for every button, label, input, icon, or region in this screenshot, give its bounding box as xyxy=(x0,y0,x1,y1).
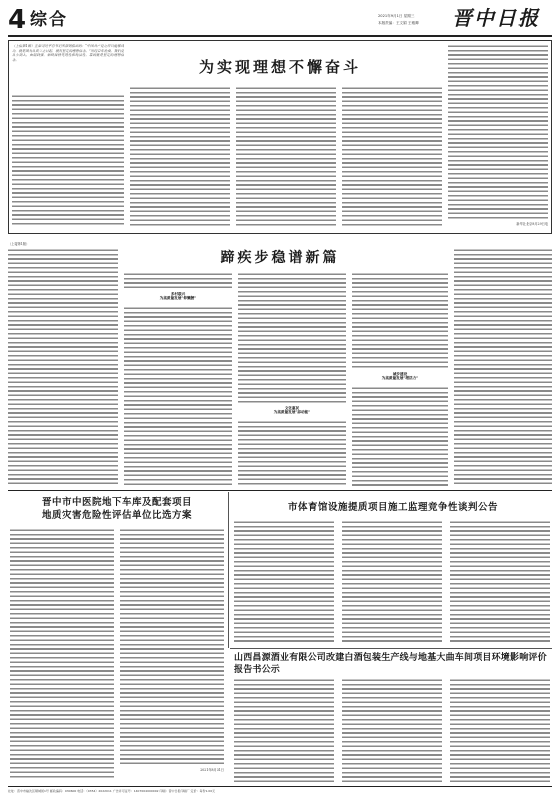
editorial-title: 为实现理想不懈奋斗 xyxy=(198,58,361,76)
editorial-col-5 xyxy=(448,44,548,220)
notices-divider xyxy=(228,492,229,648)
notice-1-col-b xyxy=(120,528,224,764)
feature-col-5 xyxy=(454,248,552,486)
editorial-intro: （上接第1版）正如习近平总书记所深刻指出的：“中国共产党之所以能够成功，就是因为从成立之日起，就有坚定的理想信念。”历经百年沧桑，我们党从小到大、由弱到强，始终保持先进性和纯洁性，靠的就是坚定的理想信念。 xyxy=(12,44,124,62)
feature-col-1 xyxy=(8,248,118,486)
notice-1-col-a xyxy=(10,528,114,780)
footer-address: 社址：晋中市榆次区顺城街1号 邮政编码：030600 电话：（0354）2022011 广告许可证号：1407004000002 印刷：晋中日报印刷厂 定价：每份1.00元 xyxy=(8,789,216,793)
feature-subhead-3: 城乡建设 为高质量发展“增活力” xyxy=(381,372,419,381)
notice-2-col-b xyxy=(342,520,442,644)
notice-3-col-b xyxy=(342,678,442,782)
editorial-byline: 新华社北京8月29日电 xyxy=(516,222,548,226)
feature-subhead-1: 多村联兴 为高质量发展“伸懒腰” xyxy=(159,292,197,301)
date-issue: 2021年9月1日 星期三 xyxy=(378,14,415,18)
feature-col-2a xyxy=(124,272,232,290)
notice-1-date: 2021年8月31日 xyxy=(200,768,224,772)
editorial-col-4 xyxy=(342,86,442,226)
notice-2-col-a xyxy=(234,520,334,644)
feature-col-3a xyxy=(238,272,346,404)
notice-2-col-c xyxy=(450,520,550,644)
feature-col-4b xyxy=(352,386,448,486)
notice-3-col-a xyxy=(234,678,334,782)
notice-1-title: 晋中市中医院地下车库及配套项目 地质灾害危险性评估单位比选方案 xyxy=(41,497,192,521)
editorial-col-1 xyxy=(12,94,124,226)
masthead-logo: 晋中日报 xyxy=(452,6,540,30)
notice-2-title: 市体育馆设施提质项目施工监理竞争性谈判公告 xyxy=(287,502,498,513)
editorial-col-3 xyxy=(236,86,336,226)
notice-3-title: 山西昌源酒业有限公司改建白酒包装生产线与地基大曲车间项目环境影响评价报告书公示 xyxy=(234,653,547,675)
feature-col-4a xyxy=(352,272,448,370)
section-name: 综合 xyxy=(30,10,68,30)
notices-rule xyxy=(8,490,552,491)
editorial-col-2 xyxy=(130,86,230,226)
feature-col-2b xyxy=(124,306,232,486)
feature-subhead-2: 文化惠民 为高质量发展“添动能” xyxy=(273,406,311,415)
feature-continued: （上接第1版） xyxy=(8,242,30,246)
page-number: 4 xyxy=(8,5,27,35)
editors: 本版责编：王文娟 王雅卿 xyxy=(378,21,419,25)
notice-3-col-c xyxy=(450,678,550,782)
header-rule xyxy=(8,35,552,37)
footer-rule xyxy=(8,786,552,787)
feature-title: 蹄疾步稳谱新篇 xyxy=(220,250,340,266)
notice-3-rule xyxy=(230,648,552,649)
feature-col-3b xyxy=(238,420,346,486)
